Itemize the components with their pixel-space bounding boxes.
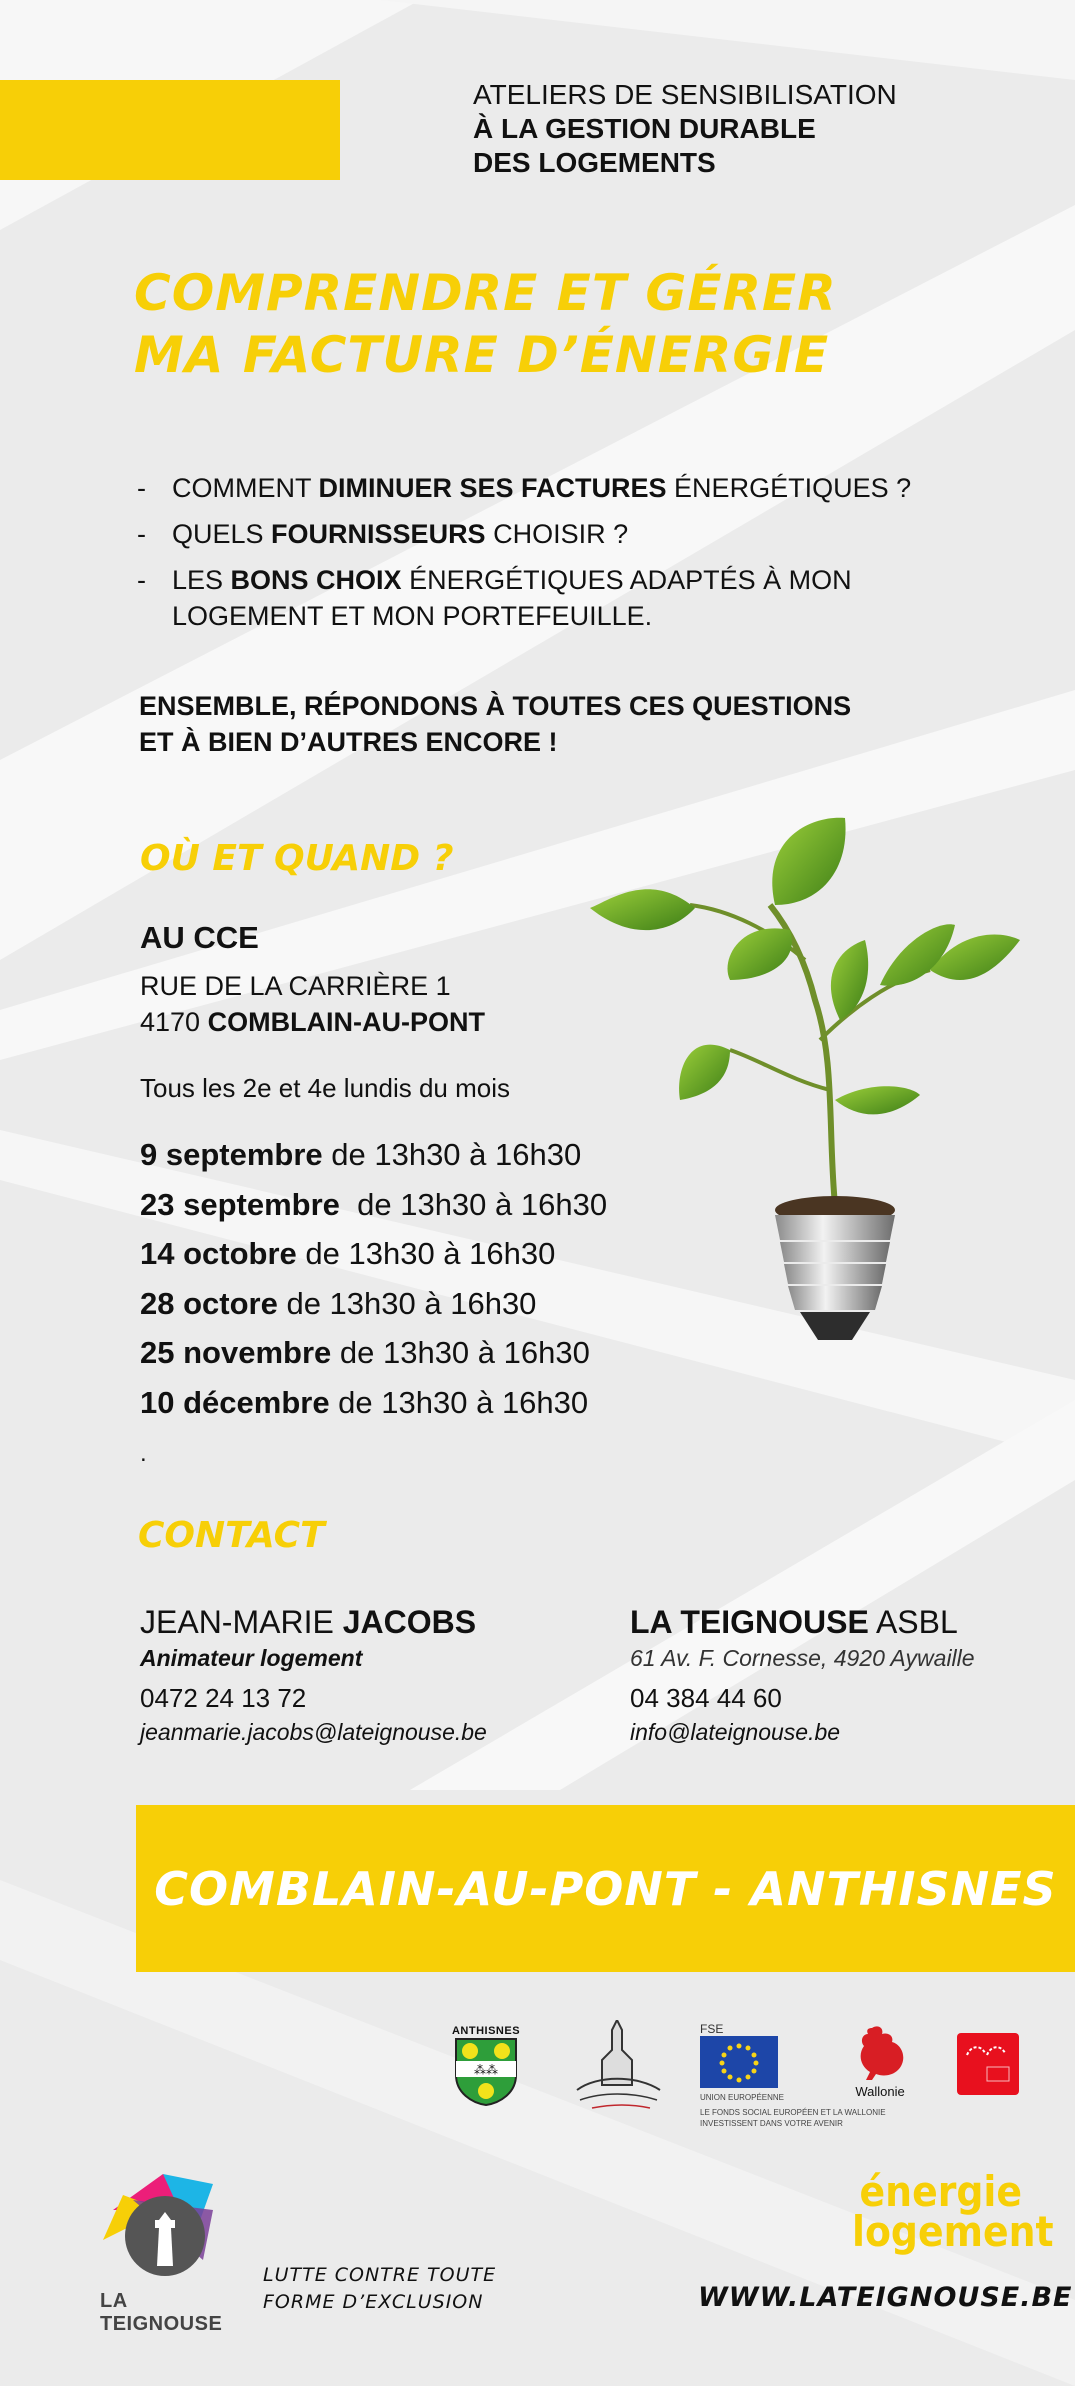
website-link[interactable]: WWW.LATEIGNOUSE.BE — [698, 2282, 1073, 2313]
session-date: 23 septembre de 13h30 à 16h30 — [140, 1186, 608, 1222]
church-sketch-icon — [572, 2020, 662, 2115]
contact-person-phone[interactable]: 0472 24 13 72 — [140, 1683, 307, 1713]
banner-text: COMBLAIN-AU-PONT - ANTHISNES — [154, 1861, 1057, 1916]
org-phone[interactable]: 04 384 44 60 — [630, 1683, 782, 1713]
header-line-2: À LA GESTION DURABLE — [473, 113, 816, 144]
contact-organisation — [630, 1602, 1070, 1746]
eu-flag-icon — [700, 2036, 778, 2088]
cohesion-sociale-logo — [957, 2033, 1019, 2095]
top-accent-bar — [0, 80, 340, 180]
venue-address — [140, 968, 485, 1040]
lighthouse-icon — [103, 2170, 227, 2286]
session-date: 10 décembre de 13h30 à 16h30 — [140, 1384, 589, 1420]
together-statement: ENSEMBLE, RÉPONDONS À TOUTES CES QUESTIONS ET À BIEN D’AUTRES ENCORE ! — [139, 691, 852, 757]
session-dates-list — [140, 1130, 607, 1427]
session-date: 25 novembre de 13h30 à 16h30 — [140, 1335, 590, 1370]
question-item: - LES BONS CHOIX ÉNERGÉTIQUES ADAPTÉS À MON LOGEMENT ET MON PORTEFEUILLE. — [137, 565, 852, 631]
questions-list — [137, 470, 967, 644]
address-street: RUE DE LA CARRIÈRE 1 — [140, 971, 451, 1001]
header-line-3: DES LOGEMENTS — [473, 147, 716, 178]
org-name: LA TEIGNOUSE ASBL — [630, 1604, 958, 1640]
wallonie-logo: Wallonie — [845, 2024, 915, 2099]
title-line-2: MA FACTURE D’ÉNERGIE — [134, 326, 830, 384]
page-title — [134, 262, 934, 386]
schedule-note: Tous les 2e et 4e lundis du mois — [140, 1073, 510, 1103]
session-date: 14 octobre de 13h30 à 16h30 — [140, 1236, 556, 1271]
question-item: - QUELS FOURNISSEURS CHOISIR ? — [137, 519, 629, 549]
slogan: LUTTE CONTRE TOUTE FORME D’EXCLUSION — [263, 2264, 497, 2313]
venue-name: AU CCE — [140, 920, 259, 955]
contact-person-name: JEAN-MARIE JACOBS — [140, 1604, 477, 1640]
org-email[interactable]: info@lateignouse.be — [630, 1719, 841, 1745]
la-teignouse-logo: LA TEIGNOUSE — [100, 2170, 230, 2336]
title-line-1: COMPRENDRE ET GÉRER — [134, 264, 837, 322]
plant-bulb-illustration — [590, 810, 1020, 1370]
address-city-line: 4170 COMBLAIN-AU-PONT — [140, 1007, 486, 1037]
session-date: 28 octore de 13h30 à 16h30 — [140, 1285, 537, 1321]
comblain-au-pont-logo — [572, 2020, 662, 2115]
location-banner — [136, 1805, 1075, 1972]
trailing-dot: . — [140, 1440, 147, 1467]
contact-heading: CONTACT — [138, 1515, 325, 1556]
rooster-icon — [852, 2024, 908, 2082]
energie-logement-logo: énergie logement — [852, 2167, 1054, 2256]
session-date: 9 septembre de 13h30 à 16h30 — [140, 1137, 582, 1172]
pcs-mark-icon — [957, 2033, 1019, 2095]
contact-person-role: Animateur logement — [140, 1645, 363, 1671]
fse-eu-logo: FSE UNION EUROPÉENNE LE FONDS SOCIAL EUROPÉEN ET LA WALLONIE INVESTISSENT DANS VOTRE AVENIR — [700, 2022, 886, 2128]
contact-person — [140, 1602, 580, 1746]
anthisnes-shield-icon — [454, 2037, 518, 2107]
question-item: - COMMENT DIMINUER SES FACTURES ÉNERGÉTIQUES ? — [137, 473, 912, 503]
org-address: 61 Av. F. Cornesse, 4920 Aywaille — [630, 1645, 975, 1671]
contact-person-email[interactable]: jeanmarie.jacobs@lateignouse.be — [140, 1719, 487, 1745]
header-line-1: ATELIERS DE SENSIBILISATION — [473, 79, 897, 110]
anthisnes-logo: ANTHISNES ⁂⁂ — [450, 2025, 522, 2107]
workshop-header — [473, 78, 993, 180]
where-when-heading: OÙ ET QUAND ? — [140, 838, 454, 879]
svg-text:⁂⁂: ⁂⁂ — [474, 2063, 498, 2077]
